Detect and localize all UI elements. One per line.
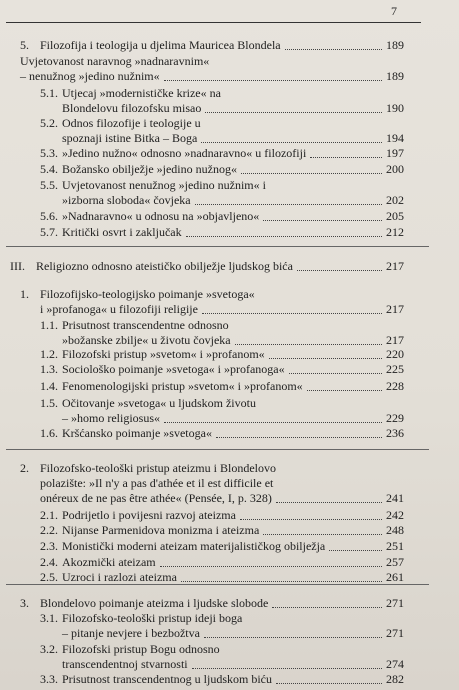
toc-entry-number: 1.: [20, 287, 29, 301]
toc-entry-number: 3.: [20, 596, 29, 610]
toc-entry-number: 5.4.: [40, 162, 58, 176]
toc-entry-title-line: »Jedino nužno« odnosno »nadnaravno« u filozofiji: [62, 146, 307, 160]
toc-entry-number: 5.7.: [40, 225, 58, 239]
toc-entry-number: 5.5.: [40, 178, 58, 192]
toc-entry: [40, 555, 404, 570]
toc-entry-number: 1.2.: [40, 347, 58, 361]
toc-entry-number: 2.4.: [40, 555, 58, 569]
toc-entry-page: 236: [386, 426, 404, 440]
toc-entry-page: 217: [386, 302, 404, 316]
toc-entry-page: 261: [386, 570, 404, 584]
toc-entry-page: 271: [386, 626, 404, 640]
toc-entry-number: 5.1.: [40, 86, 58, 100]
toc-entry-number: 3.3.: [40, 672, 58, 686]
toc-leader-dots: [240, 519, 382, 520]
toc-entry-title-line: Filozofijsko-teologijsko poimanje »svetoga«: [40, 287, 255, 301]
toc-entry-page: 257: [386, 555, 404, 569]
toc-leader-dots: [297, 270, 382, 271]
toc-entry-title-line: Blondelovo poimanje ateizma i ljudske slobode: [40, 596, 269, 610]
toc-leader-dots: [186, 236, 382, 237]
toc-leader-dots: [307, 390, 382, 391]
toc-entry: [40, 178, 404, 208]
toc-entry-title-line: Sociološko poimanje »svetoga« i »profanoga«: [62, 362, 285, 376]
toc-entry-title-line: Religiozno odnosno ateističko obilježje ljudskog bića: [36, 259, 293, 273]
toc-entry-number: 1.5.: [40, 396, 58, 410]
toc-entry-page: 190: [386, 101, 404, 115]
toc-entry-title-line: polazište: »Il n'y a pas d'athée et il est difficile et: [40, 476, 274, 490]
toc-leader-dots: [181, 581, 382, 582]
toc-entry: [10, 259, 404, 274]
toc-entry-number: 1.3.: [40, 362, 58, 376]
page-number: 7: [391, 4, 397, 18]
toc-leader-dots: [204, 637, 382, 638]
toc-entry-page: 242: [386, 508, 404, 522]
toc-leader-dots: [276, 502, 382, 503]
toc-entry: [40, 146, 404, 161]
toc-entry: [40, 162, 404, 177]
toc-entry: [40, 86, 404, 116]
toc-entry-title-line: Monistički moderni ateizam materijalističkog obilježja: [62, 539, 326, 553]
toc-entry: [40, 318, 404, 348]
section-divider: [6, 584, 429, 585]
toc-entry-title-line: »izborna sloboda« čovjeka: [62, 193, 191, 207]
toc-leader-dots: [235, 344, 382, 345]
toc-leader-dots: [263, 220, 382, 221]
toc-entry-title-line: Podrijetlo i povijesni razvoj ateizma: [62, 508, 236, 522]
toc-leader-dots: [216, 437, 382, 438]
toc-entry-number: 2.1.: [40, 508, 58, 522]
toc-entry-title-line: Filozofija i teologija u djelima Mauricea Blondela: [40, 38, 281, 52]
toc-entry-page: 200: [386, 162, 404, 176]
toc-entry-title-line: Kritički osvrt i zaključak: [62, 225, 182, 239]
toc-entry-number: 2.5.: [40, 570, 58, 584]
toc-entry: [40, 116, 404, 146]
toc-leader-dots: [276, 683, 382, 684]
toc-entry-page: 251: [386, 539, 404, 553]
toc-entry-title-line: i »profanoga« u filozofiji religije: [40, 302, 198, 316]
toc-entry-number: 1.1.: [40, 318, 58, 332]
toc-entry-number: III.: [10, 259, 25, 273]
toc-entry-number: 1.4.: [40, 379, 58, 393]
toc-leader-dots: [195, 204, 382, 205]
toc-leader-dots: [269, 358, 382, 359]
toc-entry-title-line: Blondelovu filozofsku misao: [62, 101, 202, 115]
toc-leader-dots: [329, 550, 382, 551]
toc-leader-dots: [310, 157, 382, 158]
toc-entry: [20, 38, 404, 53]
toc-entry: [40, 209, 404, 224]
toc-entry-page: 212: [386, 225, 404, 239]
toc-entry-page: 248: [386, 523, 404, 537]
toc-entry-title-line: Kršćansko poimanje »svetoga«: [62, 426, 212, 440]
toc-entry-number: 3.1.: [40, 611, 58, 625]
toc-entry-title-line: transcendentnoj stvarnosti: [62, 657, 188, 671]
toc-entry-title-line: Filozofsko-teološki pristup ateizmu i Blondelovo: [40, 461, 276, 475]
toc-entry-title-line: – »homo religiosus«: [62, 411, 160, 425]
toc-entry-number: 5.2.: [40, 116, 58, 130]
toc-entry-title-line: Odnos filozofije i teologije u: [62, 116, 201, 130]
toc-entry-page: 217: [386, 259, 404, 273]
toc-entry-title-line: Filozofski pristup Bogu odnosno: [62, 642, 220, 656]
toc-entry-page: 241: [386, 491, 404, 505]
toc-entry: [40, 611, 404, 641]
toc-entry-number: 2.2.: [40, 523, 58, 537]
toc-entry: [40, 508, 404, 523]
toc-leader-dots: [241, 173, 382, 174]
toc-entry-title-line: Očitovanje »svetoga« u ljudskom životu: [62, 396, 256, 410]
toc-entry: [40, 426, 404, 441]
toc-entry: [40, 347, 404, 362]
toc-entry-number: 5.: [20, 38, 29, 52]
toc-leader-dots: [272, 607, 382, 608]
toc-entry: [40, 225, 404, 240]
toc-entry-number: 1.6.: [40, 426, 58, 440]
toc-entry: [40, 672, 404, 687]
toc-entry: [20, 287, 404, 317]
toc-entry-page: 189: [386, 38, 404, 52]
toc-leader-dots: [164, 422, 382, 423]
toc-entry-page: 220: [386, 347, 404, 361]
toc-entry-page: 189: [386, 69, 404, 83]
toc-entry-page: 197: [386, 146, 404, 160]
toc-entry-page: 274: [386, 657, 404, 671]
toc-entry-number: 3.2.: [40, 642, 58, 656]
toc-entry: [40, 362, 404, 377]
toc-leader-dots: [289, 373, 382, 374]
toc-entry-title-line: Prisutnost transcendentnog u ljudskom biću: [62, 672, 272, 686]
toc-entry-number: 5.6.: [40, 209, 58, 223]
toc-entry-title-line: Akozmički ateizam: [62, 555, 156, 569]
toc-entry-title-line: – pitanje nevjere i bezbožtva: [62, 626, 200, 640]
section-divider: [6, 246, 429, 247]
toc-entry: [40, 379, 404, 394]
toc-entry-number: 2.3.: [40, 539, 58, 553]
toc-entry: [40, 396, 404, 426]
toc-entry-page: 217: [386, 333, 404, 347]
toc-entry: [40, 570, 404, 585]
toc-entry-number: 5.3.: [40, 146, 58, 160]
toc-leader-dots: [201, 142, 382, 143]
toc-entry-page: 229: [386, 411, 404, 425]
toc-entry-title-line: Uvjetovanost naravnog »nadnaravnim«: [20, 54, 210, 68]
toc-entry-page: 205: [386, 209, 404, 223]
toc-entry-title-line: onéreux de ne pas être athée« (Pensée, I, p. 328): [40, 491, 272, 505]
toc-entry-title-line: Utjecaj »modernističke krize« na: [62, 86, 221, 100]
section-divider: [6, 449, 429, 450]
toc-entry: [40, 539, 404, 554]
toc-entry-title-line: Filozofski pristup »svetom« i »profanom«: [62, 347, 265, 361]
toc-leader-dots: [263, 534, 382, 535]
toc-entry-title-line: »božanske zbilje« u životu čovjeka: [62, 333, 231, 347]
toc-entry-title-line: Filozofsko-teološki pristup ideji boga: [62, 611, 243, 625]
toc-leader-dots: [285, 49, 382, 50]
toc-entry-title-line: Uzroci i razlozi ateizma: [62, 570, 177, 584]
toc-leader-dots: [202, 313, 382, 314]
toc-entry-page: 228: [386, 379, 404, 393]
toc-entry-title-line: Uvjetovanost nenužnog »jedino nužnim« i: [62, 178, 266, 192]
toc-entry-title-line: – nenužnog »jedino nužnim«: [20, 69, 160, 83]
toc-entry-page: 282: [386, 672, 404, 686]
toc-entry-number: 2.: [20, 461, 29, 475]
toc-entry-title-line: spoznaji istine Bitka – Boga: [62, 131, 198, 145]
toc-entry-title-line: Božansko obilježje »jedino nužnog«: [62, 162, 237, 176]
toc-leader-dots: [205, 112, 382, 113]
toc-leader-dots: [192, 668, 382, 669]
toc-leader-dots: [164, 80, 382, 81]
toc-entry-title-line: Prisutnost transcendentne odnosno: [62, 318, 229, 332]
toc-entry: [20, 461, 404, 506]
toc-entry-title-line: »Nadnaravno« u odnosu na »objavljeno«: [62, 209, 260, 223]
toc-entry-page: 225: [386, 362, 404, 376]
toc-entry-page: 271: [386, 596, 404, 610]
toc-entry: [40, 642, 404, 672]
header-rule: [6, 22, 421, 23]
toc-entry: [40, 523, 404, 538]
toc-leader-dots: [160, 566, 382, 567]
toc-entry-page: 202: [386, 193, 404, 207]
toc-entry-page: 194: [386, 131, 404, 145]
toc-entry: [20, 596, 404, 611]
toc-entry: [20, 54, 404, 84]
toc-entry-title-line: Fenomenologijski pristup »svetom« i »profanom«: [62, 379, 303, 393]
toc-entry-title-line: Nijanse Parmenidova monizma i ateizma: [62, 523, 260, 537]
